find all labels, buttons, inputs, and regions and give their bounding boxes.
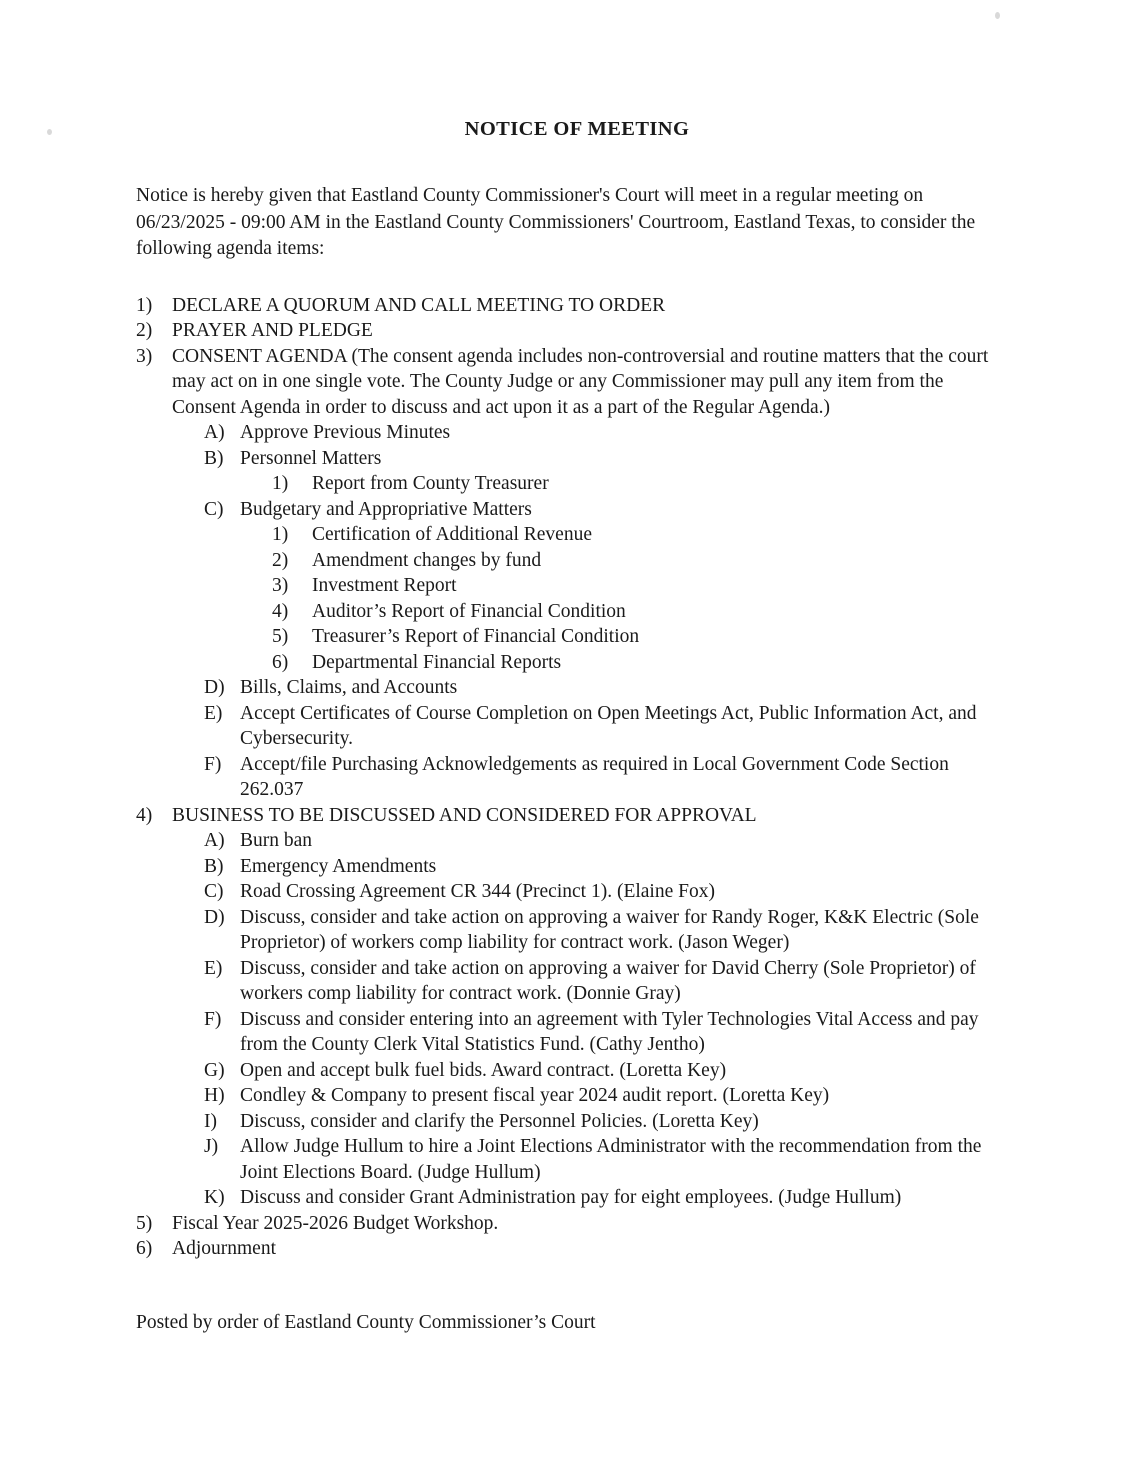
agenda-item-marker: I) [204, 1110, 217, 1132]
agenda-item [272, 650, 1006, 676]
posting-note: Posted by order of Eastland County Commissioner’s Court [136, 1311, 596, 1333]
agenda-item [272, 471, 1006, 497]
agenda-item-marker: C) [204, 498, 224, 520]
agenda-item-marker: H) [204, 1085, 225, 1106]
agenda-item-marker: 5) [272, 626, 289, 647]
document-body [136, 118, 1006, 1355]
agenda-item-text: PRAYER AND PLEDGE [172, 320, 373, 341]
agenda-item-text: Bills, Claims, and Accounts [240, 677, 458, 698]
agenda-item-marker: D) [204, 677, 225, 698]
agenda-item-text: Open and accept bulk fuel bids. Award contract. (Loretta Key) [240, 1059, 727, 1081]
scan-speck-top-left [47, 129, 52, 135]
agenda-item-text: Discuss, consider and clarify the Personnel Policies. (Loretta Key) [240, 1110, 759, 1132]
agenda-item-marker: 5) [136, 1212, 153, 1234]
agenda-item [272, 522, 1006, 548]
agenda-item [204, 497, 1006, 676]
agenda-item-text: Departmental Financial Reports [312, 651, 562, 673]
agenda-item-text: Allow Judge Hullum to hire a Joint Elections Administrator with the recommendation from the Joint Elections Board. (Judge Hullum) [240, 1136, 982, 1183]
agenda-item-marker: 2) [136, 320, 153, 341]
agenda-item-text: Certification of Additional Revenue [312, 524, 592, 545]
agenda-item-text: Investment Report [312, 575, 457, 596]
agenda-item-marker: 3) [136, 345, 153, 367]
agenda-item-text: Personnel Matters [240, 447, 382, 469]
agenda-item-text: Discuss and consider Grant Administration pay for eight employees. (Judge Hullum) [240, 1187, 902, 1208]
agenda-item-marker: F) [204, 753, 222, 775]
agenda-item [204, 956, 1006, 1007]
agenda-item [136, 318, 1006, 344]
agenda-item [136, 803, 1006, 1211]
agenda-item-text: DECLARE A QUORUM AND CALL MEETING TO ORDER [172, 294, 666, 316]
agenda-item [204, 1185, 1006, 1211]
agenda-item [204, 701, 1006, 752]
agenda-item-marker: A) [204, 422, 225, 443]
agenda-item-marker: E) [204, 957, 223, 979]
agenda-item-text: Approve Previous Minutes [240, 422, 451, 443]
agenda-item-marker: 1) [136, 294, 153, 316]
agenda-item-marker: 6) [136, 1238, 153, 1259]
agenda-item-text: Discuss, consider and take action on approving a waiver for Randy Roger, K&K Electric (Sole Proprietor) of workers comp liability for contract work. (Jason Weger) [240, 906, 979, 953]
agenda-item-marker: J) [204, 1136, 219, 1157]
agenda-item [204, 420, 1006, 446]
agenda-item-marker: 2) [272, 549, 289, 571]
agenda-list [136, 293, 1006, 1262]
agenda-item [272, 624, 1006, 650]
agenda-item-text: Fiscal Year 2025-2026 Budget Workshop. [172, 1212, 499, 1234]
agenda-item-marker: K) [204, 1187, 225, 1208]
agenda-item-text: Condley & Company to present fiscal year 2024 audit report. (Loretta Key) [240, 1085, 830, 1106]
agenda-item [204, 1109, 1006, 1135]
agenda-item-marker: 1) [272, 473, 289, 494]
scan-speck-top-right [995, 12, 1000, 19]
agenda-item-marker: 4) [272, 600, 289, 622]
agenda-item [204, 828, 1006, 854]
agenda-item-text: Emergency Amendments [240, 855, 437, 877]
agenda-item [204, 1134, 1006, 1185]
agenda-item-marker: A) [204, 830, 225, 851]
agenda-item-marker: B) [204, 855, 224, 877]
agenda-item-text: Discuss and consider entering into an agreement with Tyler Technologies Vital Access and pay from the County Clerk Vital Statistics Fund. (Cathy Jentho) [240, 1008, 979, 1055]
agenda-item-text: Accept Certificates of Course Completion on Open Meetings Act, Public Information Act, and Cybersecurity. [240, 702, 977, 749]
agenda-item-text: Amendment changes by fund [312, 549, 542, 571]
agenda-item-marker: E) [204, 702, 223, 724]
agenda-item-text: CONSENT AGENDA (The consent agenda includes non-controversial and routine matters that the court may act on in one single vote. The County Judge or any Commissioner may pull any item from the Consent Agenda in order to discuss and act upon it as a part of the Regular Agenda.) [172, 345, 989, 418]
agenda-item-marker: F) [204, 1008, 222, 1030]
intro-paragraph: Notice is hereby given that Eastland County Commissioner's Court will meet in a regular meeting on 06/23/2025 - 09:00 AM in the Eastland County Commissioners' Courtroom, Eastland Texas, to consider the following agenda items: [136, 185, 976, 259]
agenda-item [272, 548, 1006, 574]
agenda-item-text: Budgetary and Appropriative Matters [240, 498, 532, 520]
agenda-item-text: Auditor’s Report of Financial Condition [312, 600, 626, 622]
agenda-item-text: Report from County Treasurer [312, 473, 549, 494]
agenda-item [204, 446, 1006, 497]
agenda-item-marker: 3) [272, 575, 289, 596]
agenda-item-marker: 4) [136, 804, 153, 826]
agenda-item [204, 879, 1006, 905]
agenda-item [204, 1058, 1006, 1084]
agenda-item-marker: 1) [272, 524, 289, 545]
agenda-item [136, 1236, 1006, 1262]
agenda-sublist [204, 828, 1006, 1211]
agenda-item-text: Accept/file Purchasing Acknowledgements as required in Local Government Code Section 262.037 [240, 753, 949, 800]
agenda-item-text: Road Crossing Agreement CR 344 (Precinct 1). (Elaine Fox) [240, 881, 715, 902]
agenda-item-text: Treasurer’s Report of Financial Condition [312, 626, 640, 647]
agenda-item-marker: C) [204, 881, 224, 902]
agenda-sublist [272, 522, 1006, 675]
page-title: NOTICE OF MEETING [464, 118, 690, 140]
agenda-item [204, 675, 1006, 701]
agenda-item-text: Adjournment [172, 1238, 276, 1259]
agenda-item-text: Burn ban [240, 830, 313, 851]
agenda-item [272, 573, 1006, 599]
agenda-item-marker: G) [204, 1059, 225, 1081]
agenda-item-marker: B) [204, 447, 224, 469]
agenda-item-text: Discuss, consider and take action on approving a waiver for David Cherry (Sole Proprietor) of workers comp liability for contract work. (Donnie Gray) [240, 957, 976, 1004]
agenda-item [136, 344, 1006, 803]
agenda-item [204, 854, 1006, 880]
agenda-sublist [272, 471, 1006, 497]
agenda-item [272, 599, 1006, 625]
agenda-item-text: BUSINESS TO BE DISCUSSED AND CONSIDERED FOR APPROVAL [172, 804, 757, 826]
agenda-item [204, 752, 1006, 803]
agenda-item [204, 1007, 1006, 1058]
agenda-item [204, 1083, 1006, 1109]
agenda-item-marker: 6) [272, 651, 289, 673]
agenda-item [204, 905, 1006, 956]
agenda-item [136, 293, 1006, 319]
agenda-item [136, 1211, 1006, 1237]
agenda-sublist [204, 420, 1006, 803]
agenda-item-marker: D) [204, 906, 225, 928]
